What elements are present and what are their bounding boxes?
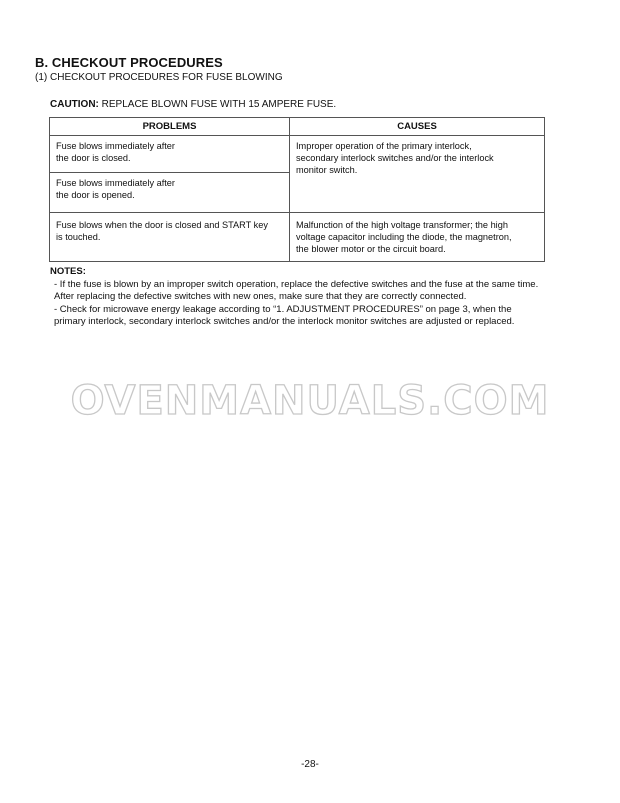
problem-text-line: Fuse blows immediately after bbox=[56, 141, 175, 151]
notes-title: NOTES: bbox=[50, 266, 86, 277]
caution-text: REPLACE BLOWN FUSE WITH 15 AMPERE FUSE. bbox=[98, 99, 337, 110]
table-row bbox=[50, 136, 545, 173]
header-problems: PROBLEMS bbox=[50, 118, 290, 136]
header-causes: CAUSES bbox=[290, 118, 545, 136]
cause-text-line: secondary interlock switches and/or the interlock bbox=[296, 153, 494, 163]
problem-cell bbox=[50, 173, 290, 213]
table-row bbox=[50, 213, 545, 262]
page-number: -28- bbox=[301, 759, 319, 770]
cause-text-line: monitor switch. bbox=[296, 165, 358, 175]
cause-text-line: Malfunction of the high voltage transformer; the high bbox=[296, 220, 508, 230]
note-item bbox=[50, 304, 590, 329]
caution-line bbox=[50, 99, 336, 110]
problem-text-line: the door is closed. bbox=[56, 153, 131, 163]
table-header-row bbox=[50, 118, 545, 136]
problem-text-line: is touched. bbox=[56, 232, 101, 242]
cause-text-line: the blower motor or the circuit board. bbox=[296, 244, 446, 254]
watermark: OVENMANUALS.COM bbox=[70, 378, 550, 424]
cause-text-line: Improper operation of the primary interlock, bbox=[296, 141, 472, 151]
note-line: primary interlock, secondary interlock switches and/or the interlock monitor switches are adjusted or replaced. bbox=[54, 316, 515, 327]
problem-text-line: the door is opened. bbox=[56, 190, 135, 200]
note-line: - Check for microwave energy leakage according to “1. ADJUSTMENT PROCEDURES” on page 3, when the bbox=[54, 303, 512, 315]
section-title: B. CHECKOUT PROCEDURES bbox=[35, 55, 223, 70]
notes-block bbox=[50, 266, 590, 329]
cause-text-line: voltage capacitor including the diode, the magnetron, bbox=[296, 232, 512, 242]
subsection-title: (1) CHECKOUT PROCEDURES FOR FUSE BLOWING bbox=[35, 72, 283, 83]
cause-cell bbox=[290, 136, 545, 213]
problem-text-line: Fuse blows immediately after bbox=[56, 178, 175, 188]
problem-cell bbox=[50, 213, 290, 262]
cause-cell bbox=[290, 213, 545, 262]
problem-cell bbox=[50, 136, 290, 173]
note-line: After replacing the defective switches with new ones, make sure that they are correctly connected. bbox=[54, 291, 467, 302]
checkout-table bbox=[49, 117, 545, 262]
note-item bbox=[50, 279, 590, 304]
problem-text-line: Fuse blows when the door is closed and START key bbox=[56, 220, 268, 230]
caution-label: CAUTION: bbox=[50, 99, 99, 110]
note-line: - If the fuse is blown by an improper switch operation, replace the defective switches and the fuse at the same time. bbox=[54, 278, 539, 290]
